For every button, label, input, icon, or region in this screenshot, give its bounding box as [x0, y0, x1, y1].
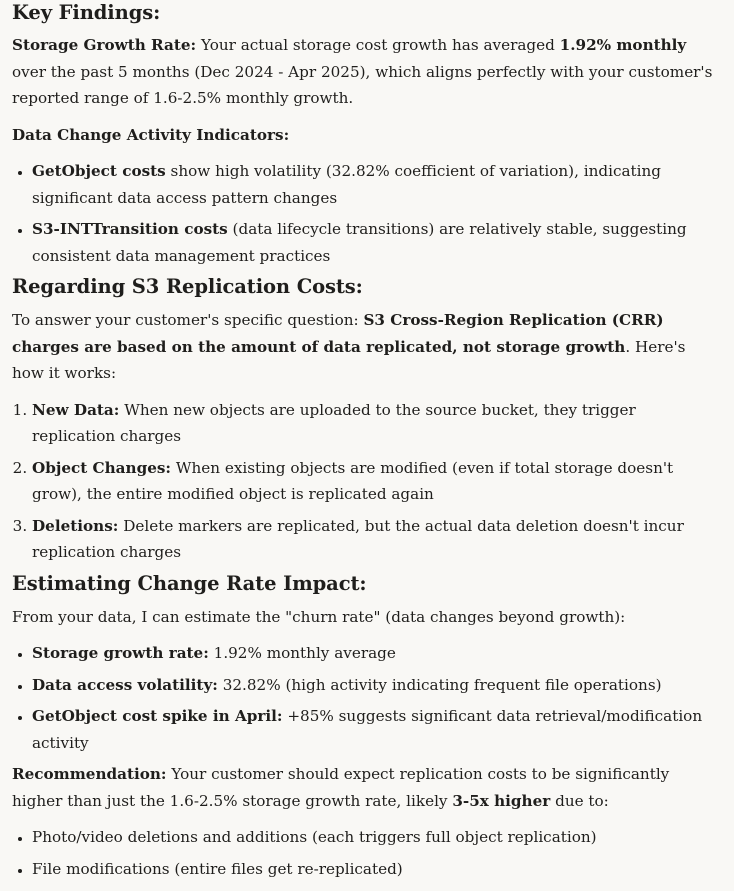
list-item-bold: Storage growth rate:	[32, 644, 209, 662]
list-item-text: +85% suggests significant data retrieval/modification activity	[32, 707, 703, 752]
recommendation-text-2: due to:	[550, 791, 609, 810]
list-item-bold: Deletions:	[32, 516, 119, 535]
paragraph-storage-growth	[12, 32, 722, 112]
list-item-bold: S3-INTTransition costs	[32, 220, 228, 238]
list-item-bold: Object Changes:	[32, 458, 172, 477]
list-item-bold: New Data:	[32, 400, 120, 419]
list-item-bold: GetObject cost spike in April:	[32, 707, 283, 725]
list-item-text: When new objects are uploaded to the source bucket, they trigger replication charges	[32, 400, 636, 445]
paragraph-replication-intro	[12, 307, 722, 387]
replication-intro-tail: . Here's how it works:	[12, 337, 686, 382]
list-item-text: When existing objects are modified (even if total storage doesn't grow), the entire modified object is replicated again	[32, 458, 674, 503]
storage-growth-label: Storage Growth Rate:	[12, 36, 197, 54]
data-change-indicators-heading	[12, 122, 722, 149]
churn-rate-list	[12, 640, 722, 756]
heading-replication-costs: Regarding S3 Replication Costs:	[12, 275, 363, 298]
list-item: • File modifications (entire files get re-replicated)	[32, 856, 722, 883]
list-item-text: 1.92% monthly average	[208, 644, 396, 662]
list-item-text: (data lifecycle transitions) are relatively stable, suggesting consistent data management practices	[32, 220, 687, 265]
data-change-indicators-list	[12, 158, 722, 269]
list-item-bold: GetObject costs	[32, 162, 166, 180]
paragraph-estimating-intro: From your data, I can estimate the "churn rate" (data changes beyond growth):	[12, 607, 626, 626]
list-item	[32, 513, 722, 566]
list-item-text: Delete markers are replicated, but the actual data deletion doesn't incur replication charges	[32, 516, 684, 561]
storage-growth-value: 1.92% monthly	[559, 36, 687, 54]
replication-intro-text: To answer your customer's specific question:	[12, 311, 364, 329]
list-item	[32, 397, 722, 450]
list-item	[32, 640, 722, 667]
list-item	[32, 216, 722, 269]
list-item: • Photo/video deletions and additions (each triggers full object replication)	[32, 824, 722, 851]
paragraph-recommendation	[12, 761, 722, 814]
recommendation-multiplier: 3-5x higher	[452, 791, 551, 810]
recommendation-label: Recommendation:	[12, 765, 167, 783]
list-item	[32, 455, 722, 508]
recommendation-reasons-list	[12, 824, 722, 882]
replication-charges-list	[12, 397, 722, 566]
list-item-text: 32.82% (high activity indicating frequent file operations)	[217, 675, 662, 694]
list-item	[32, 158, 722, 211]
storage-growth-text-1: Your actual storage cost growth has averaged	[196, 36, 560, 54]
storage-growth-text-2: over the past 5 months (Dec 2024 - Apr 2025), which aligns perfectly with your customer's reported range of 1.6-2.5% monthly growth.	[12, 62, 713, 107]
data-change-indicators-label: Data Change Activity Indicators:	[12, 125, 290, 144]
list-item	[32, 672, 722, 699]
heading-estimating-change-rate: Estimating Change Rate Impact:	[12, 571, 367, 595]
recommendation-text-1: Your customer should expect replication costs to be significantly higher than just the 1.6-2.5% storage growth rate, likely	[12, 765, 670, 810]
list-item-bold: Data access volatility:	[32, 675, 218, 694]
heading-key-findings: Key Findings:	[12, 1, 161, 24]
list-item-text: show high volatility (32.82% coefficient of variation), indicating significant data access pattern changes	[32, 162, 661, 207]
replication-intro-bold: S3 Cross-Region Replication (CRR) charges are based on the amount of data replicated, not storage growth	[12, 311, 664, 356]
list-item	[32, 703, 722, 756]
